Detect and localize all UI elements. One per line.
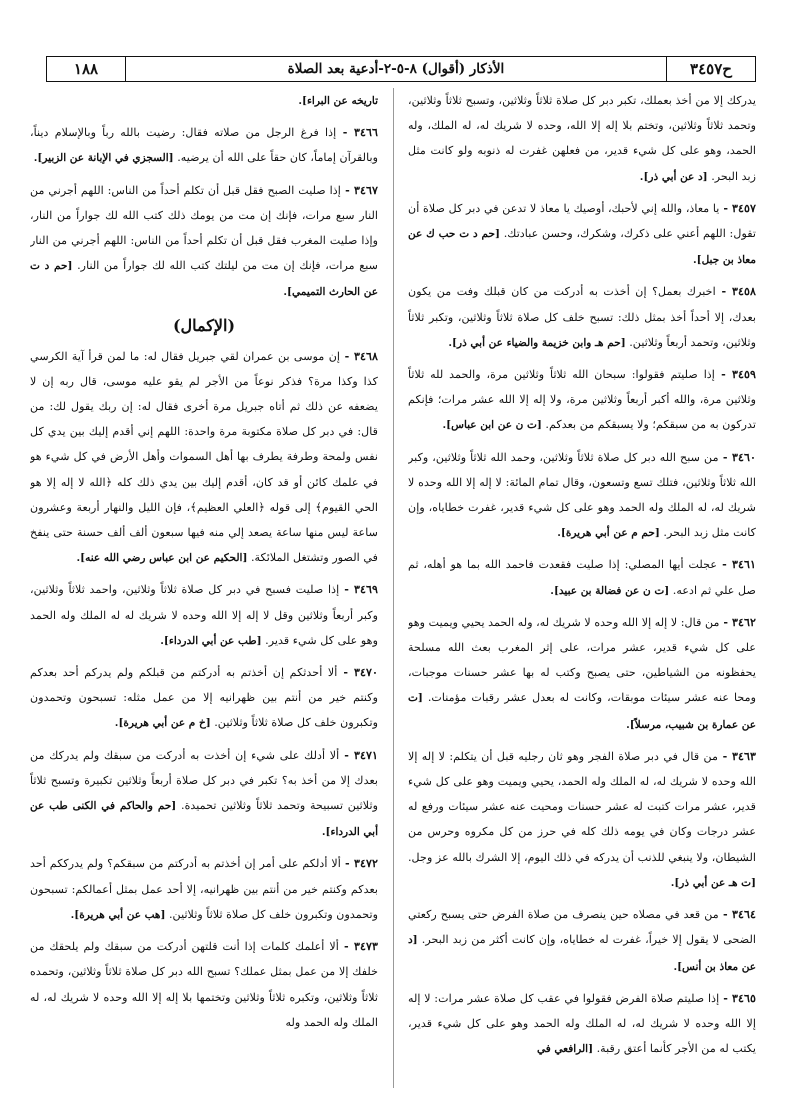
source-citation: [ت عن عمارة بن شبيب، مرسلاً]. xyxy=(408,692,756,731)
continued-text xyxy=(408,88,756,190)
hadith-entry: ٣٤٦٢ - من قال: لا إله إلا الله وحده لا شريك له، وله الحمد يحيي ويميت وهو على كل شيء قدير، عشر مرات، على إثر المغرب بعث الله مسلحة يحفظونه من الشياطين، حتى يصبح وكتب له بها عشر حسنات موجبات، ومحا عنه عشر سيئات موبقات، وكانت له بعدل عشر رقبات مؤمنات. [ت عن عمارة بن شبيب، مرسلاً]. xyxy=(408,614,756,731)
source-citation: [ت ن عن ابن عباس]. xyxy=(442,419,542,432)
hadith-number: ٣٤٦٠ xyxy=(731,449,756,464)
source-citation: [طب عن أبي الدرداء]. xyxy=(160,634,262,647)
hadith-text: إذا صليت فسبح في دبر كل صلاة ثلاثاً وثلاثين، واحمد ثلاثاً وثلاثين، وكبر أربعاً وثلاثين وقل لا إله إلا الله وحده لا شريك له له الملك وله الحمد وهو على كل شيء قدير. xyxy=(30,583,378,647)
hadith-entry: ٣٤٦١ - عجلت أيها المصلي: إذا صليت فقعدت فاحمد الله بما هو أهله، ثم صل علي ثم ادعه. [ت ن عن فضالة بن عبيد]. xyxy=(408,557,756,597)
source-citation: [الرافعي في xyxy=(536,1043,594,1056)
continued-text-body: يدركك إلا من أخذ بعملك، تكبر دبر كل صلاة ثلاثاً وثلاثين، وتسبح ثلاثاً وثلاثين، وتحمد ثلاثاً وثلاثين، وتختم بلا إله إلا الله، وحده لا شريك له، له الملك، وله الحمد، وهو على كل شيء قدير، من فعلهن غفرت له ذنوبه ولو كانت مثل زبد البحر. xyxy=(408,94,756,183)
hadith-text: اخبرك بعمل؟ إن أخذت به أدركت من كان قبلك وفت من يكون بعدك، إلا أحداً أخذ بمثل ذلك: تسبح خلف كل صلاة ثلاثاً وثلاثين، وتكبر ثلاثاً وثلاثين، وتحمد أربعاً وثلاثين. xyxy=(408,285,756,349)
hadith-number: ٣٤٦١ xyxy=(731,557,756,572)
hadith-number: ٣٤٦٤ xyxy=(731,907,756,922)
page-number: ١٨٨ xyxy=(47,57,126,81)
hadith-number: ٣٤٦٩ xyxy=(353,582,378,597)
source-citation: [ت هـ عن أبي ذر]. xyxy=(670,876,756,889)
hadith-entry: ٣٤٧٠ - ألا أحدثكم إن أخذتم به أدركتم من قبلكم ولم يدركم أحد بعدكم وكنتم خير من أنتم بين ظهرانيه إلا من عمل مثله: تسبحون وتحمدون وتكبرون خلف كل صلاة ثلاثاً وثلاثين. [خ م عن أبي هريرة]. xyxy=(30,665,378,730)
hadith-entry: ٣٤٦٥ - إذا صليتم صلاة الفرض فقولوا في عقب كل صلاة عشر مرات: لا إله إلا الله وحده لا شريك له، له الملك وله الحمد وهو على كل شيء قدير، يكتب له من الأجر كأنما أعتق رقبة. [الرافعي في xyxy=(408,990,756,1056)
left-column xyxy=(30,88,378,1098)
source-citation: [د عن أبي ذر]. xyxy=(639,170,708,183)
hadith-text: ألا أدلكم على أمر إن أخذتم به أدركتم من سبقكم؟ ولم يدرككم أحد بعدكم وكنتم خير من أنتم بين ظهرانيه، إلا أحد عمل بمثل أعمالكم: تسبحون وتحمدون وتكبرون خلف كل صلاة ثلاثاً وثلاثين. xyxy=(30,857,378,921)
source-citation: [حم د ت عن الحارث التميمي]. xyxy=(30,260,378,299)
hadith-entry: ٣٤٦٨ - إن موسى بن عمران لقي جبريل فقال له: ما لمن قرأ آية الكرسي كذا وكذا مرة؟ فذكر نوعاً من الأجر لم يقو عليه موسى، قال ربه إن لا يضعفه عن ذلك ثم أتاه جبريل مرة أخرى فقال له: إن ربك يقول لك: من قال: في دبر كل صلاة مكتوبة مرة واحدة: اللهم إني أقدم إليك بين يدي كل نفس ولمحة وطرفة يطرف بها أهل السموات وأهل الأرض في كل شيء هو في علمك كائن أو قد كان، أقدم إليك بين يدي ذلك كله ﴿الله لا إله إلا هو الحي القيوم﴾ إلى قوله ﴿العلي العظيم﴾، فإن الليل والنهار أربعة وعشرون ساعة ليس منها ساعة يصعد إلي منه فيها سبعون ألف ألف حسنة حتى ينفخ في الصور وتشتغل الملائكة. [الحكيم عن ابن عباس رضي الله عنه]. xyxy=(30,348,378,565)
hadith-entry: ٣٤٧٢ - ألا أدلكم على أمر إن أخذتم به أدركتم من سبقكم؟ ولم يدرككم أحد بعدكم وكنتم خير من أنتم بين ظهرانيه، إلا أحد عمل بمثل أعمالكم: تسبحون وتحمدون وتكبرون خلف كل صلاة ثلاثاً وثلاثين. [هب عن أبي هريرة]. xyxy=(30,856,378,921)
hadith-text: من سبح الله دبر كل صلاة ثلاثاً وثلاثين، وحمد الله ثلاثاً وثلاثين، وكبر الله ثلاثاً وثلاثين، فتلك تسع وتسعون، وقال تمام المائة: لا إله إلا الله وحده لا شريك له، له الملك وله الحمد وهو على كل شيء قدير، غفرت خطاياه، وإن كانت مثل زبد البحر. xyxy=(408,450,756,540)
hadith-text: إذا فرغ الرجل من صلاته فقال: رضيت بالله رباً وبالإسلام ديناً، وبالقرآن إماماً، كان حقاً على الله أن يرضيه. xyxy=(30,126,378,165)
hadith-number: ٣٤٦٧ xyxy=(353,182,378,197)
source-citation: [الحكيم عن ابن عباس رضي الله عنه]. xyxy=(76,552,248,565)
section-heading: (الإكمال) xyxy=(172,315,236,335)
source-citation: [حم هـ وابن خزيمة والضياء عن أبي ذر]. xyxy=(448,336,626,349)
hadith-number: ٣٤٥٩ xyxy=(731,367,756,382)
hadith-number: ٣٤٦٨ xyxy=(353,348,378,363)
hadith-text: من قال في دبر صلاة الفجر وهو ثان رجليه قبل أن يتكلم: لا إله إلا الله وحده لا شريك له، له الملك وله الحمد، يحيي ويميت وهو على كل شيء قدير، عشر مرات كتبت له عشر حسنات ومحيت عنه عشر سيئات ورفع له عشر درجات وكان في يومه ذلك كله في حرز من كل مكروه وحرس من الشيطان، ولا ينبغي للذنب أن يدركه في ذلك اليوم، إلا الشرك بالله عز وجل. xyxy=(408,749,756,864)
hadith-entry: ٣٤٦٠ - من سبح الله دبر كل صلاة ثلاثاً وثلاثين، وحمد الله ثلاثاً وثلاثين، وكبر الله ثلاثاً وثلاثين، فتلك تسع وتسعون، وقال تمام المائة: لا إله إلا الله وحده لا شريك له، له الملك وله الحمد وهو على كل شيء قدير، غفرت خطاياه، وإن كانت مثل زبد البحر. [حم م عن أبي هريرة]. xyxy=(408,449,756,540)
hadith-entry: ٣٤٦٩ - إذا صليت فسبح في دبر كل صلاة ثلاثاً وثلاثين، واحمد ثلاثاً وثلاثين، وكبر أربعاً وثلاثين وقل لا إله إلا الله وحده لا شريك له له الملك وله الحمد وهو على كل شيء قدير. [طب عن أبي الدرداء]. xyxy=(30,582,378,647)
hadith-text: إذا صليتم صلاة الفرض فقولوا في عقب كل صلاة عشر مرات: لا إله إلا الله وحده لا شريك له، له الملك وله الحمد وهو على كل شيء قدير، يكتب له من الأجر كأنما أعتق رقبة. xyxy=(408,991,756,1056)
hadith-text: إن موسى بن عمران لقي جبريل فقال له: ما لمن قرأ آية الكرسي كذا وكذا مرة؟ فذكر نوعاً من الأجر لم يقو عليه موسى، قال ربه إن لا يضعفه عن ذلك ثم أتاه جبريل مرة أخرى فقال له: إن ربك يقول لك: من قال: في دبر كل صلاة مكتوبة مرة واحدة: اللهم إني أقدم إليك بين يدي كل نفس ولمحة وطرفة يطرف بها أهل السموات وأهل الأرض في كل شيء هو في علمك كائن أو قد كان، أقدم إليك بين يدي ذلك كله ﴿الله لا إله إلا هو الحي القيوم﴾ إلى قوله ﴿العلي العظيم﴾، فإن الليل والنهار أربعة وعشرون ساعة ليس منها ساعة يصعد إلي منه فيها سبعون ألف ألف حسنة حتى ينفخ في الصور وتشتغل الملائكة. xyxy=(30,349,378,565)
hadith-text: ألا أعلمك كلمات إذا أنت قلتهن أدركت من سبقك ولم يلحقك من خلفك إلا من عمل بمثل عملك؟ تسبح الله دبر كل صلاة ثلاثاً وثلاثين، وتحمده ثلاثاً وثلاثين، وتكبره ثلاثاً وثلاثين وتختمها بلا إله إلا الله وحده لا شريك له، له الملك وله الحمد وله xyxy=(30,940,378,1029)
chapter-title: الأذكار (أقوال) ٨-٥-٢-أدعية بعد الصلاة xyxy=(287,61,505,77)
hadith-entry: ٣٤٧٣ - ألا أعلمك كلمات إذا أنت قلتهن أدركت من سبقك ولم يلحقك من خلفك إلا من عمل بمثل عملك؟ تسبح الله دبر كل صلاة ثلاثاً وثلاثين، وتحمده ثلاثاً وثلاثين، وتكبره ثلاثاً وثلاثين وتختمها بلا إله إلا الله وحده لا شريك له، له الملك وله الحمد وله xyxy=(30,939,378,1029)
hadith-number: ٣٤٦٣ xyxy=(731,748,756,763)
hadith-number: ٣٤٧١ xyxy=(353,747,378,762)
hadith-text: إذا صليت الصبح فقل قبل أن تكلم أحداً من الناس: اللهم أجرني من النار سبع مرات، فإنك إن مت من يومك ذلك كتب الله لك جواراً من النار، وإذا صليت المغرب فقل قبل أن تكلم أحداً من الناس: اللهم أجرني من النار سبع مرات، فإنك إن مت من ليلتك كتب الله لك جواراً من النار. xyxy=(30,183,378,273)
hadith-entry: ٣٤٦٤ - من قعد في مصلاه حين ينصرف من صلاة الفرض حتى يسبح ركعتي الضحى لا يقول إلا خيراً، غفرت له خطاياه، وإن كانت أكثر من زبد البحر. [د عن معاذ بن أنس]. xyxy=(408,907,756,973)
source-citation: [د عن معاذ بن أنس]. xyxy=(408,934,756,973)
source-citation: [هب عن أبي هريرة]. xyxy=(70,908,166,921)
hadith-text: ألا أدلك على شيء إن أخذت به أدركت من سبقك ولم يدركك من بعدك إلا من أخذ به؟ تكبر في دبر كل صلاة أربعاً وثلاثين تكبيرة وتسبح ثلاثاً وثلاثين تسبيحة وتحمد ثلاثاً وثلاثين تحميدة. xyxy=(30,748,378,813)
hadith-text: إذا صليتم فقولوا: سبحان الله ثلاثاً وثلاثين مرة، والحمد لله ثلاثاً وثلاثين مرة، والله أكبر أربعاً وثلاثين مرة، ولا إله إلا الله عشر مرات؛ فإنكم تدركون به من سبقكم؛ ولا يسبقكم من بعدكم. xyxy=(408,368,756,432)
hadith-number: ٣٤٥٧ xyxy=(731,200,756,215)
hadith-number: ٣٤٧٣ xyxy=(353,939,378,954)
right-column xyxy=(408,88,756,1098)
source-citation: [حم والحاكم في الكنى طب عن أبي الدرداء]. xyxy=(30,800,378,839)
hadith-entry: ٣٤٦٦ - إذا فرغ الرجل من صلاته فقال: رضيت بالله رباً وبالإسلام ديناً، وبالقرآن إماماً، كان حقاً على الله أن يرضيه. [السجزي في الإبانة عن الزبير]. xyxy=(30,125,378,165)
hadith-text: عجلت أيها المصلي: إذا صليت فقعدت فاحمد الله بما هو أهله، ثم صل علي ثم ادعه. xyxy=(408,558,756,597)
hadith-text: يا معاذ، والله إني لأحبك، أوصيك يا معاذ لا تدعن في دبر كل صلاة أن تقول: اللهم أعني على ذكرك، وشكرك، وحسن عبادتك. xyxy=(408,201,756,241)
hadith-text: من قال: لا إله إلا الله وحده لا شريك له، وله الحمد يحيي ويميت وهو على كل شيء قدير، عشر مرات، على إثر المغرب بعث الله مسلحة يحفظونه من الشياطين، حتى يصبح وكتب له بها عشر حسنات موجبات، ومحا عنه عشر سيئات موبقات، وكانت له بعدل عشر رقبات مؤمنات. xyxy=(408,615,756,705)
hadith-number: ٣٤٥٨ xyxy=(731,284,756,299)
hadith-number: ٣٤٦٦ xyxy=(353,125,378,140)
hadith-entry: ٣٤٥٧ - يا معاذ، والله إني لأحبك، أوصيك يا معاذ لا تدعن في دبر كل صلاة أن تقول: اللهم أعني على ذكرك، وشكرك، وحسن عبادتك. [حم د ت حب ك عن معاذ بن جبل]. xyxy=(408,200,756,267)
hadith-number: ٣٤٦٥ xyxy=(731,990,756,1005)
hadith-number: ٣٤٦٢ xyxy=(731,614,756,629)
page-header xyxy=(46,56,756,82)
hadith-number: ٣٤٧٢ xyxy=(353,856,378,871)
hadith-range-label: ح٣٤٥٧ xyxy=(666,57,755,81)
source-citation: [ت ن عن فضالة بن عبيد]. xyxy=(550,584,670,597)
hadith-text: ألا أحدثكم إن أخذتم به أدركتم من قبلكم ولم يدركم أحد بعدكم وكنتم خير من أنتم بين ظهرانيه إلا من عمل مثله: تسبحون وتحمدون وتكبرون خلف كل صلاة ثلاثاً وثلاثين. xyxy=(30,666,378,730)
source-citation: [السجزي في الإبانة عن الزبير]. xyxy=(33,152,174,165)
hadith-entry: ٣٤٦٣ - من قال في دبر صلاة الفجر وهو ثان رجليه قبل أن يتكلم: لا إله إلا الله وحده لا شريك له، له الملك وله الحمد، يحيي ويميت وهو على كل شيء قدير، عشر مرات كتبت له عشر حسنات ومحيت عنه عشر سيئات ورفع له عشر درجات وكان في يومه ذلك كله في حرز من كل مكروه وحرس من الشيطان، ولا ينبغي للذنب أن يدركه في ذلك اليوم، إلا الشرك بالله عز وجل. [ت هـ عن أبي ذر]. xyxy=(408,748,756,889)
hadith-entry: ٣٤٦٧ - إذا صليت الصبح فقل قبل أن تكلم أحداً من الناس: اللهم أجرني من النار سبع مرات، فإنك إن مت من يومك ذلك كتب الله لك جواراً من النار، وإذا صليت المغرب فقل قبل أن تكلم أحداً من الناس: اللهم أجرني من النار سبع مرات، فإنك إن مت من ليلتك كتب الله لك جواراً من النار. [حم د ت عن الحارث التميمي]. xyxy=(30,182,378,299)
column-divider xyxy=(393,88,394,1088)
source-citation: [حم د ت حب ك عن معاذ بن جبل]. xyxy=(408,228,756,267)
continued-text xyxy=(30,88,378,114)
hadith-entry: ٣٤٧١ - ألا أدلك على شيء إن أخذت به أدركت من سبقك ولم يدركك من بعدك إلا من أخذ به؟ تكبر في دبر كل صلاة أربعاً وثلاثين تكبيرة وتسبح ثلاثاً وثلاثين تسبيحة وتحمد ثلاثاً وثلاثين تحميدة. [حم والحاكم في الكنى طب عن أبي الدرداء]. xyxy=(30,747,378,839)
hadith-text: من قعد في مصلاه حين ينصرف من صلاة الفرض حتى يسبح ركعتي الضحى لا يقول إلا خيراً، غفرت له خطاياه، وإن كانت أكثر من زبد البحر. xyxy=(408,908,756,947)
source-citation: [خ م عن أبي هريرة]. xyxy=(114,717,211,730)
hadith-number: ٣٤٧٠ xyxy=(353,665,378,680)
hadith-entry: ٣٤٥٩ - إذا صليتم فقولوا: سبحان الله ثلاثاً وثلاثين مرة، والحمد لله ثلاثاً وثلاثين مرة، والله أكبر أربعاً وثلاثين مرة، ولا إله إلا الله عشر مرات؛ فإنكم تدركون به من سبقكم؛ ولا يسبقكم من بعدكم. [ت ن عن ابن عباس]. xyxy=(408,367,756,432)
source-citation: [حم م عن أبي هريرة]. xyxy=(557,527,660,540)
hadith-entry: ٣٤٥٨ - اخبرك بعمل؟ إن أخذت به أدركت من كان قبلك وفت من يكون بعدك، إلا أحداً أخذ بمثل ذلك: تسبح خلف كل صلاة ثلاثاً وثلاثين، وتكبر ثلاثاً وثلاثين، وتحمد أربعاً وثلاثين. [حم هـ وابن خزيمة والضياء عن أبي ذر]. xyxy=(408,284,756,349)
source-citation: تاريخه عن البراء]. xyxy=(298,95,378,107)
